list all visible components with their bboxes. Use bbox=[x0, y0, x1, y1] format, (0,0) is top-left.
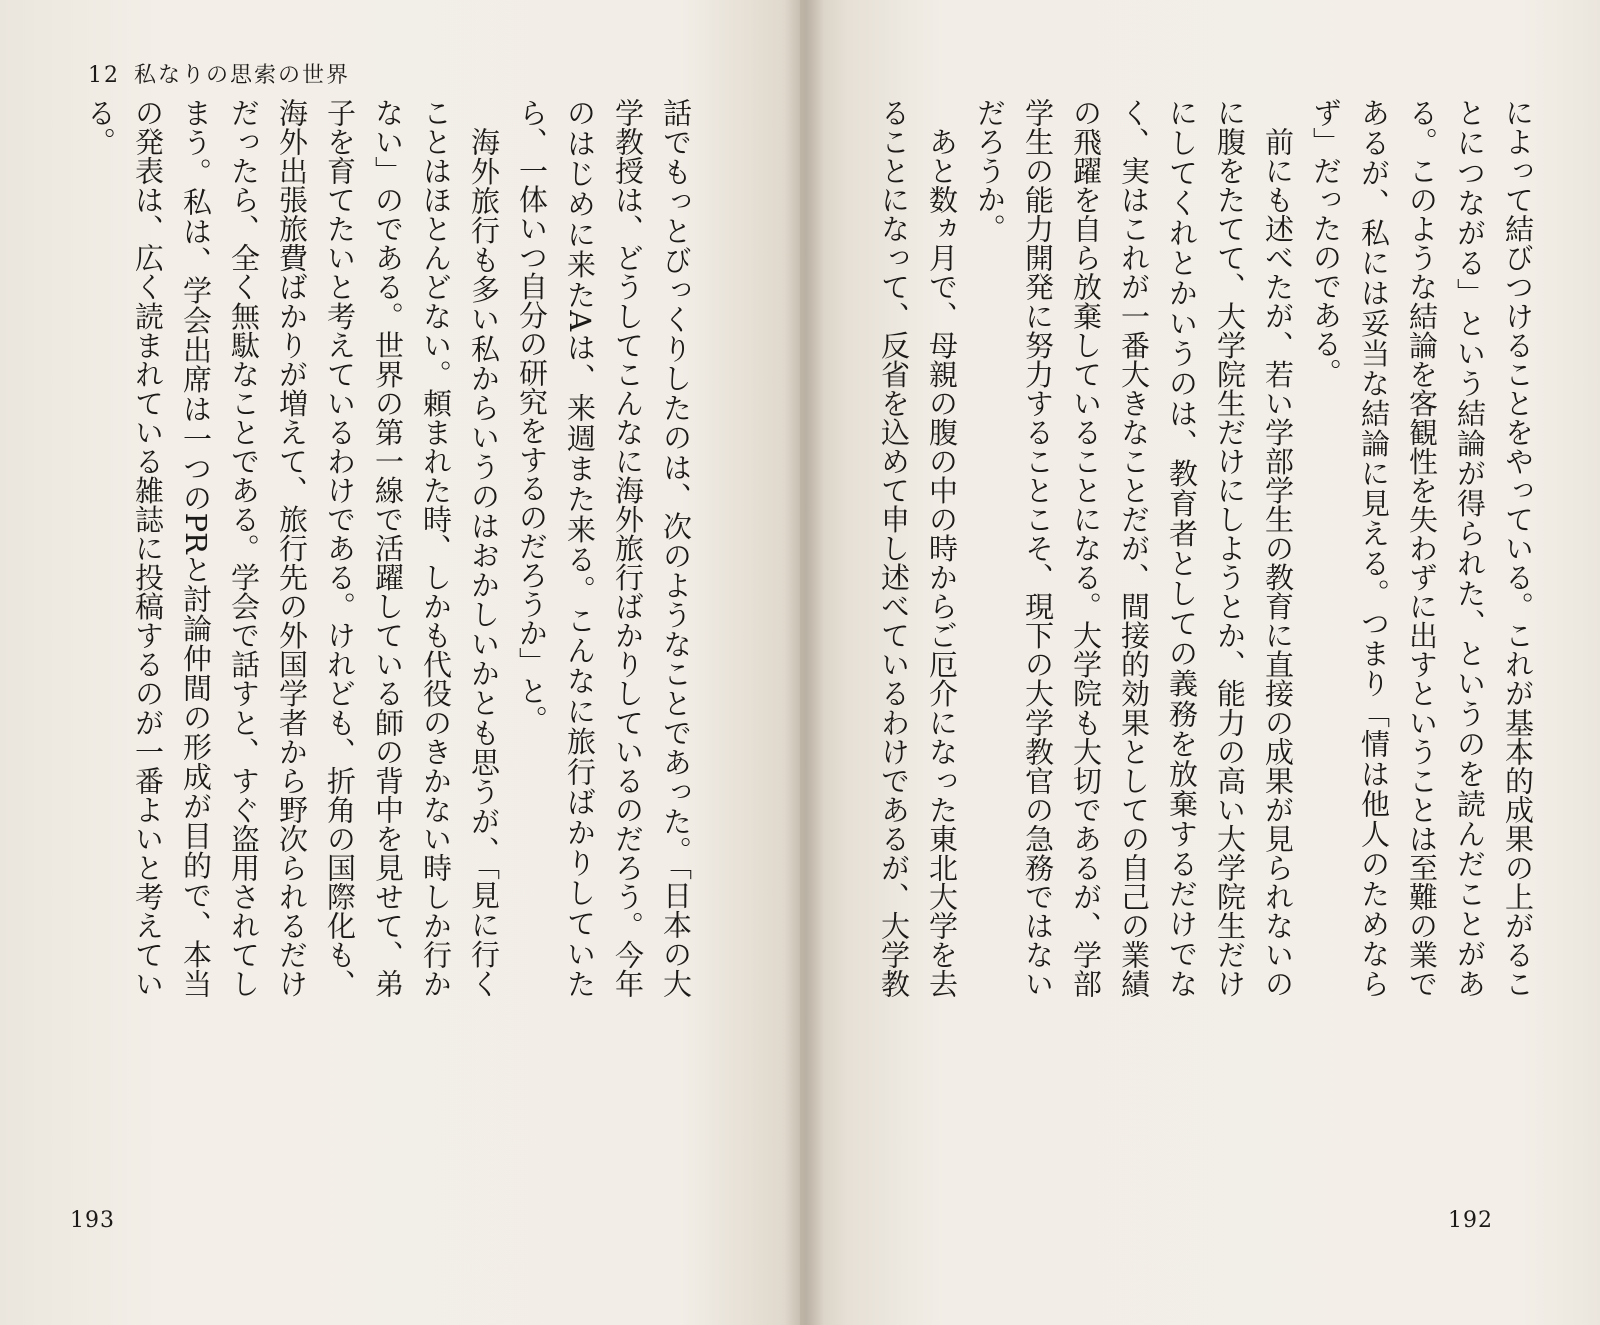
left-body-text bbox=[68, 98, 700, 998]
page-number: 192 bbox=[1448, 1208, 1493, 1233]
paragraph: 前にも述べたが、若い学部学生の教育に直接の成果が見られないのに腹をたてて、大学院生だけにしようとか、能力の高い大学院生だけにしてくれとかいうのは、教育者としての義務を放棄するだけでなく、実はこれが一番大きなことだが、間接的効果としての自己の業績の飛躍を自ら放棄していることになる。大学院も大切であるが、学部学生の能力開発に努力することこそ、現下の大学教官の急務ではないだろうか。 bbox=[973, 98, 1295, 998]
paragraph bbox=[68, 98, 76, 998]
paragraph: あと数ヵ月で、母親の腹の中の時からご厄介になった東北大学を去ることになって、反省を込めて申し述べているわけであるが、大学教 bbox=[877, 98, 959, 998]
running-head bbox=[88, 58, 350, 89]
right-body-text bbox=[862, 98, 1542, 998]
right-page bbox=[800, 0, 1600, 1325]
chapter-title: 私なりの思索の世界 bbox=[134, 63, 351, 88]
paragraph: 話でもっとびっくりしたのは、次のようなことであった。「日本の大学教授は、どうしてこんなに海外旅行ばかりしているのだろう。今年のはじめに来たAは、来週また来る。こんなに旅行ばかりしていたら、一体いつ自分の研究をするのだろうか」と。 bbox=[515, 98, 693, 998]
chapter-number: 12 bbox=[88, 63, 120, 88]
paragraph: によって結びつけることをやっている。これが基本的成果の上がることにつながる」という結論が得られた、というのを読んだことがある。このような結論を客観性を失わずに出すということは至難の業であるが、私には妥当な結論に見える。つまり「情は他人のためならず」だったのである。 bbox=[1309, 98, 1535, 998]
paragraph: 海外旅行も多い私からいうのはおかしいかとも思うが、「見に行くことはほとんどない。頼まれた時、しかも代役のきかない時しか行かない」のである。世界の第一線で活躍している師の背中を見せて、弟子を育てたいと考えているわけである。けれども、折角の国際化も、海外出張旅費ばかりが増えて、旅行先の外国学者から野次られるだけだったら、全く無駄なことである。学会で話すと、すぐ盗用されてしまう。私は、学会出席は一つのPRと討論仲間の形成が目的で、本当の発表は、広く読まれている雑誌に投稿するのが一番よいと考えている。 bbox=[83, 98, 501, 998]
book-gutter bbox=[784, 0, 824, 1325]
page-number: 193 bbox=[70, 1208, 115, 1233]
